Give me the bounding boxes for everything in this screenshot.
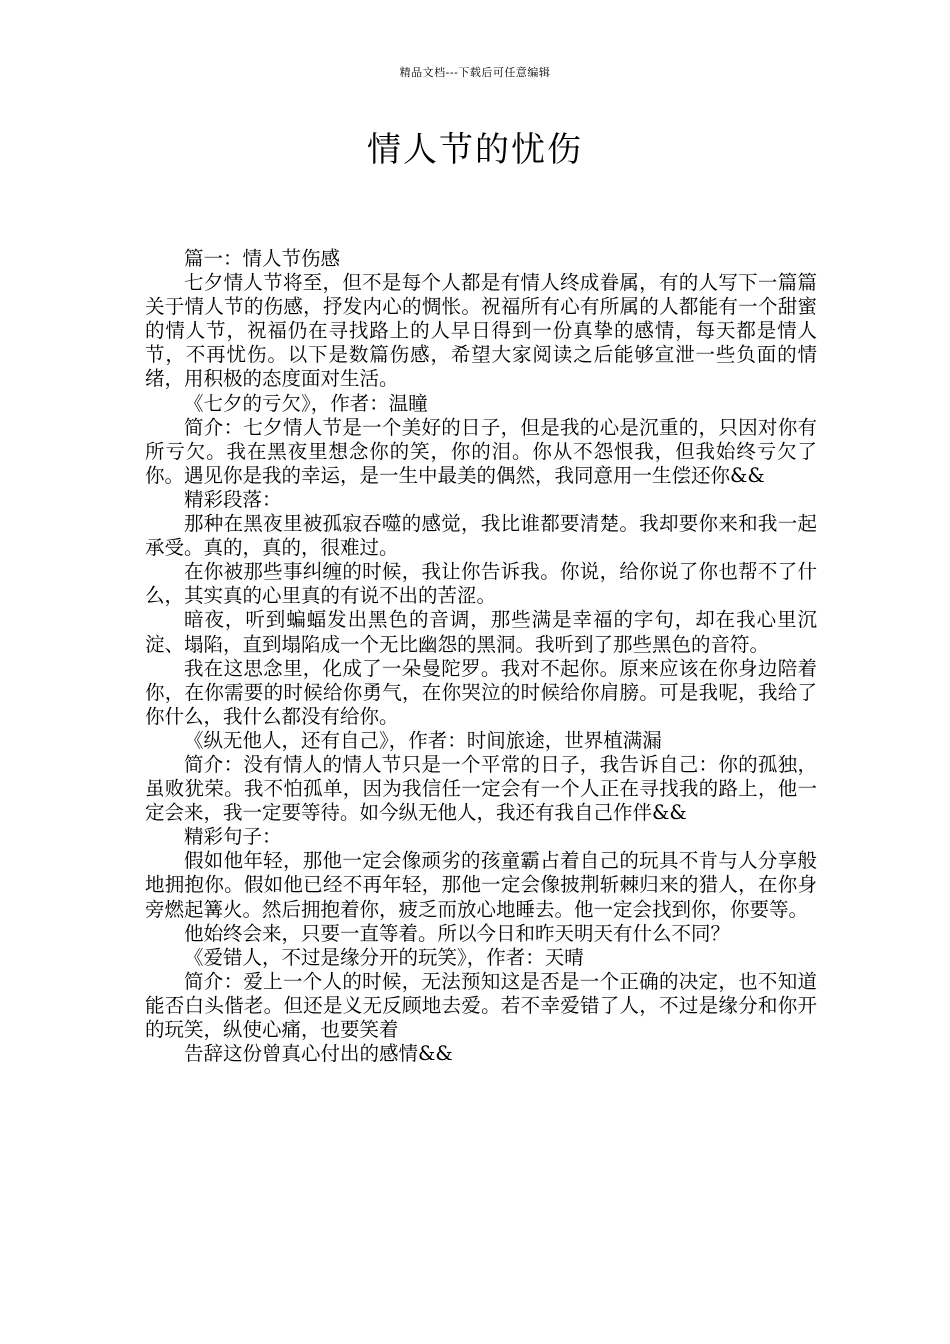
excerpt-label: 精彩段落： xyxy=(184,487,282,511)
excerpt-label: 精彩句子： xyxy=(184,825,282,849)
body-paragraph: 告辞这份曾真心付出的感情&& xyxy=(184,1042,453,1066)
summary-paragraph: 简介：没有情人的情人节只是一个平常的日子，我告诉自己：你的孤独，虽败犹荣。我不怕孤单，因为我信任一定会有一个人正在寻找我的路上，他一定会来，我一定要等待。如今纵无他人，我还有我自己作伴&& xyxy=(145,752,817,825)
section-heading: 篇一：情人节伤感 xyxy=(184,247,341,270)
excerpt-paragraph: 暗夜，听到蝙蝠发出黑色的音调，那些满是幸福的字句，却在我心里沉淀、塌陷，直到塌陷成一个无比幽怨的黑洞。我听到了那些黑色的音符。 xyxy=(145,608,817,656)
summary-paragraph: 简介：爱上一个人的时候，无法预知这是否是一个正确的决定，也不知道能否白头偕老。但还是义无反顾地去爱。若不幸爱错了人，不过是缘分和你开的玩笑，纵使心痛，也要笑着 xyxy=(145,969,817,1041)
excerpt-paragraph: 假如他年轻，那他一定会像顽劣的孩童霸占着自己的玩具不肯与人分享般地拥抱你。假如他已经不再年轻，那他一定会像披荆斩棘归来的猎人，在你身旁燃起篝火。然后拥抱着你，疲乏而放心地睡去。他一定会找到你，你要等。 xyxy=(145,849,817,921)
excerpt-paragraph: 在你被那些事纠缠的时候，我让你告诉我。你说，给你说了你也帮不了什么，其实真的心里真的有说不出的苦涩。 xyxy=(145,560,817,608)
header-note: 精品文档---下载后可任意编辑 xyxy=(399,66,551,79)
article-title-line: 《爱错人，不过是缘分开的玩笑》，作者：天晴 xyxy=(184,945,584,969)
page-title: 情人节的忧伤 xyxy=(367,130,583,170)
excerpt-paragraph: 那种在黑夜里被孤寂吞噬的感觉，我比谁都要清楚。我却要你来和我一起承受。真的，真的，很难过。 xyxy=(145,512,817,560)
summary-paragraph: 简介：七夕情人节是一个美好的日子，但是我的心是沉重的，只因对你有所亏欠。我在黑夜里想念你的笑，你的泪。你从不怨恨我，但我始终亏欠了你。遇见你是我的幸运，是一生中最美的偶然，我同意用一生偿还你&& xyxy=(145,415,817,487)
article-title-line: 《七夕的亏欠》，作者：温瞳 xyxy=(184,391,428,415)
excerpt-paragraph: 他始终会来，只要一直等着。所以今日和昨天明天有什么不同？ xyxy=(184,921,731,945)
intro-paragraph: 七夕情人节将至，但不是每个人都是有情人终成眷属，有的人写下一篇篇关于情人节的伤感，抒发内心的惆怅。祝福所有心有所属的人都能有一个甜蜜的情人节，祝福仍在寻找路上的人早日得到一份真挚的感情，每天都是情人节，不再忧伤。以下是数篇伤感，希望大家阅读之后能够宣泄一些负面的情绪，用积极的态度面对生活。 xyxy=(145,271,817,391)
excerpt-paragraph: 我在这思念里，化成了一朵曼陀罗。我对不起你。原来应该在你身边陪着你，在你需要的时候给你勇气，在你哭泣的时候给你肩膀。可是我呢，我给了你什么，我什么都没有给你。 xyxy=(145,656,817,728)
article-title-line: 《纵无他人，还有自己》，作者：时间旅途，世界植满漏 xyxy=(184,728,662,752)
article-body xyxy=(145,247,817,1066)
